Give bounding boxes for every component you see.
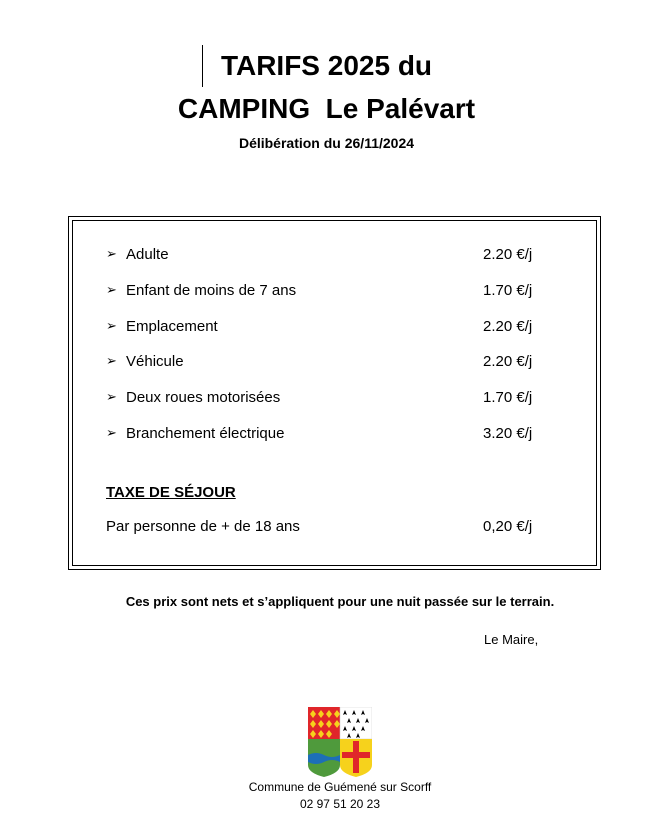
signature: Le Maire,	[484, 632, 539, 647]
tarif-label: Deux roues motorisées	[126, 389, 281, 406]
tarif-label: Emplacement	[126, 318, 218, 335]
tarif-price: 2.20 €/j	[483, 246, 533, 263]
arrowhead-bullet-icon: ➢	[106, 389, 117, 404]
tarif-row	[106, 282, 546, 302]
taxe-label: Par personne de + de 18 ans	[106, 518, 300, 535]
page-title-line2: CAMPING Le Palévart	[177, 93, 476, 124]
taxe-price: 0,20 €/j	[483, 518, 533, 535]
taxe-sejour-heading: TAXE DE SÉJOUR	[106, 484, 236, 501]
page-title-line1: TARIFS 2025 du	[220, 50, 433, 81]
tarif-row	[106, 318, 546, 338]
tarif-label: Véhicule	[126, 353, 184, 370]
tarif-price: 2.20 €/j	[483, 353, 533, 370]
tarif-row	[106, 389, 546, 409]
coat-of-arms-icon	[308, 707, 372, 777]
tarif-price: 1.70 €/j	[483, 282, 533, 299]
price-note: Ces prix sont nets et s’appliquent pour une nuit passée sur le terrain.	[125, 594, 555, 609]
arrowhead-bullet-icon: ➢	[106, 353, 117, 368]
arrowhead-bullet-icon: ➢	[106, 318, 117, 333]
arrowhead-bullet-icon: ➢	[106, 282, 117, 297]
tarif-price: 3.20 €/j	[483, 425, 533, 442]
arrowhead-bullet-icon: ➢	[106, 425, 117, 440]
tarif-row	[106, 425, 546, 445]
tarif-price: 1.70 €/j	[483, 389, 533, 406]
tarif-row	[106, 246, 546, 266]
tarif-label: Adulte	[126, 246, 169, 263]
tarif-row	[106, 353, 546, 373]
footer-commune: Commune de Guémené sur Scorff	[248, 780, 432, 794]
arrowhead-bullet-icon: ➢	[106, 246, 117, 261]
tarif-label: Branchement électrique	[126, 425, 285, 442]
footer-phone: 02 97 51 20 23	[299, 797, 381, 811]
page-subtitle: Délibération du 26/11/2024	[238, 135, 415, 151]
tarif-price: 2.20 €/j	[483, 318, 533, 335]
tarif-label: Enfant de moins de 7 ans	[126, 282, 297, 299]
